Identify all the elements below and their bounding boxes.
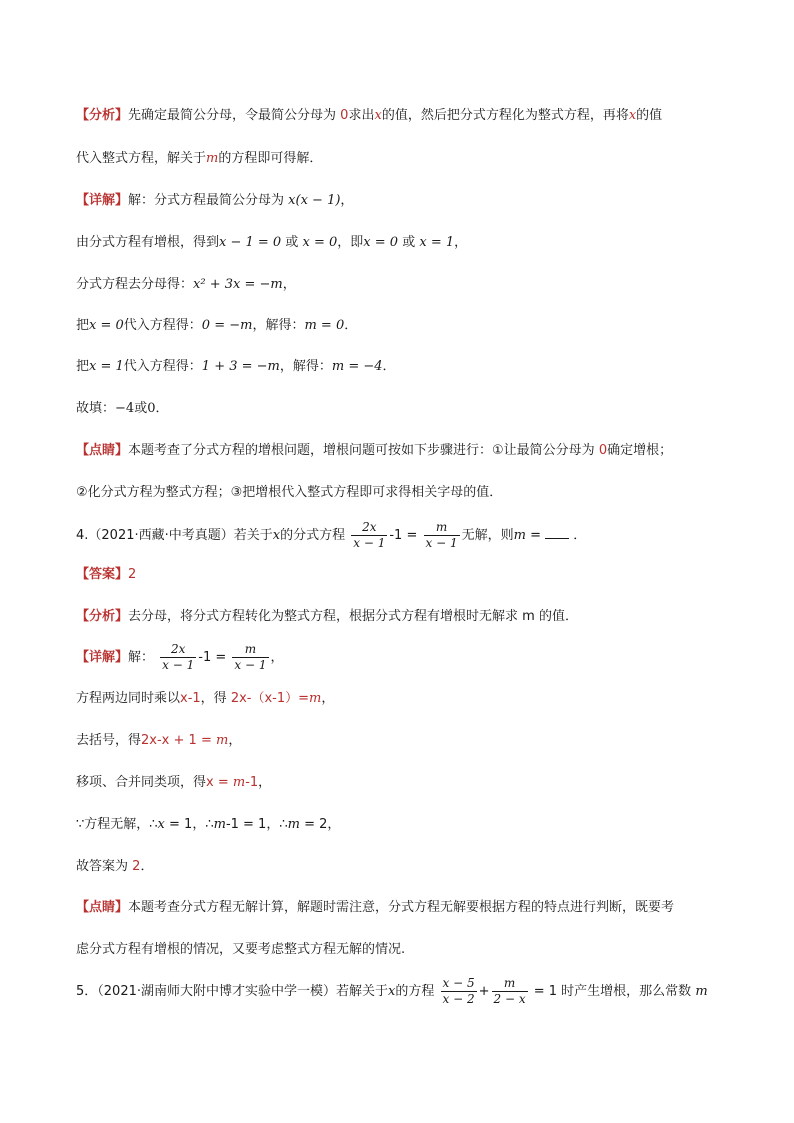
comment-tag: 【点睛】 <box>76 443 129 458</box>
solution-line-3: 分式方程去分母得：x² + 3x = −m， <box>76 277 296 292</box>
fraction-m-over-x-minus-1-b: $\frac{m}{x - 1}$ <box>234 642 267 672</box>
fraction-x-minus-5-over-x-minus-2: $\frac{x - 5}{x - 2}$ <box>442 976 475 1006</box>
solution-2-line-2: 方程两边同时乘以x-1，得 2x-（x-1）=m， <box>76 691 335 706</box>
solution-2-line-1: 【详解】解： $\frac{2x}{x - 1}$ -1 = $\frac{m}{x - 1}$ ， <box>76 642 284 672</box>
solution-line-1: 【详解】解：分式方程最简公分母为 x(x − 1)， <box>76 193 354 208</box>
solution-line-4: 把x = 0代入方程得：0 = −m，解得：m = 0． <box>76 318 358 333</box>
analysis-line-2: 代入整式方程，解关于m的方程即可得解． <box>76 151 323 166</box>
comment-line-1: 【点睛】本题考查了分式方程的增根问题，增根问题可按如下步骤进行：①让最简公分母为 0确定增根； <box>76 443 673 458</box>
analysis-tag: 【分析】 <box>76 108 129 123</box>
fraction-m-over-2-minus-x: $\frac{m}{2 - x}$ <box>493 976 526 1006</box>
answer-blank <box>545 526 569 539</box>
solution-tag: 【详解】 <box>76 193 129 208</box>
fraction-2x-over-x-minus-1: $\frac{2x}{x - 1}$ <box>353 520 386 550</box>
answer-tag: 【答案】 <box>76 567 129 582</box>
comment-2-line-2: 虑分式方程有增根的情况，又要考虑整式方程无解的情况. <box>76 942 406 957</box>
solution-2-line-5: ∵方程无解，∴x = 1，∴m-1 = 1，∴m = 2， <box>76 817 341 832</box>
solution-2-line-4: 移项、合并同类项，得x = m-1， <box>76 775 272 790</box>
solution-line-2: 由分式方程有增根，得到x − 1 = 0 或 x = 0，即x = 0 或 x = 1， <box>76 235 468 250</box>
answer-line: 【答案】2 <box>76 567 137 582</box>
solution-2-tag: 【详解】 <box>76 650 129 665</box>
solution-line-6: 故填：−4或0． <box>76 401 169 416</box>
comment-line-2: ②化分式方程为整式方程；③把增根代入整式方程即可求得相关字母的值． <box>76 485 503 500</box>
question-5: 5．（2021·湖南师大附中博才实验中学一模）若解关于x的方程 $\frac{x - 5}{x - 2}$ + $\frac{m}{2 - x}$ = 1 时产生增根，那么常数 m <box>76 976 708 1006</box>
solution-2-line-3: 去括号，得2x-x + 1 = m， <box>76 733 242 748</box>
analysis-line-1: 【分析】先确定最简公分母，令最简公分母为 0求出x的值，然后把分式方程化为整式方程，再将x的值 <box>76 108 663 123</box>
solution-line-5: 把x = 1代入方程得：1 + 3 = −m，解得：m = −4． <box>76 359 396 374</box>
comment-2-line-1: 【点睛】本题考查分式方程无解计算，解题时需注意，分式方程无解要根据方程的特点进行判断，既要考 <box>76 900 675 915</box>
fraction-2x-over-x-minus-1-b: $\frac{2x}{x - 1}$ <box>162 642 195 672</box>
solution-2-line-6: 故答案为 2． <box>76 859 154 874</box>
fraction-m-over-x-minus-1: $\frac{m}{x - 1}$ <box>425 520 458 550</box>
analysis-2-tag: 【分析】 <box>76 609 129 624</box>
comment-2-tag: 【点睛】 <box>76 900 129 915</box>
analysis-2-line: 【分析】去分母，将分式方程转化为整式方程，根据分式方程有增根时无解求 m 的值． <box>76 609 578 624</box>
question-4: 4.（2021·西藏·中考真题）若关于x的分式方程 $\frac{2x}{x - 1}$ -1 = $\frac{m}{x - 1}$ 无解，则m = ． <box>76 520 587 550</box>
